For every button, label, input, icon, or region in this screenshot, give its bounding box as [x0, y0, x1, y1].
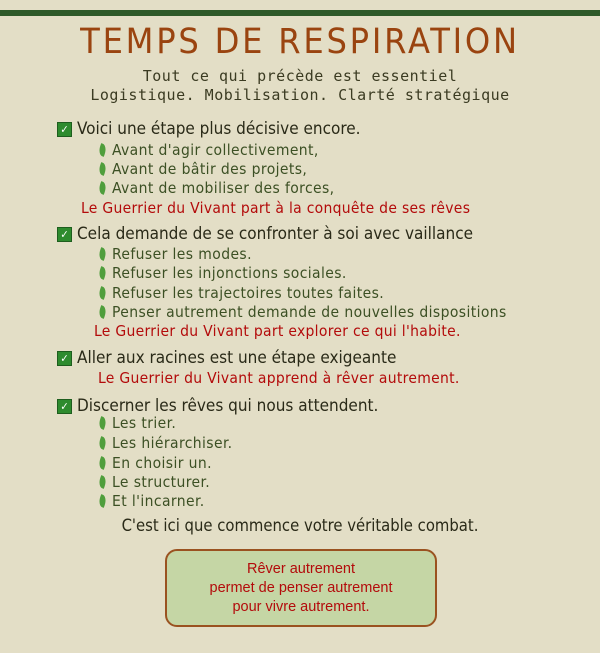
leaf-icon [97, 143, 108, 157]
list-item-text: Les hiérarchiser. [112, 434, 233, 452]
checkbox-icon: ✓ [57, 351, 72, 366]
list-item-text: En choisir un. [112, 454, 212, 472]
leaf-icon [97, 162, 108, 176]
quote-box [165, 549, 437, 627]
section-2-red-line: Le Guerrier du Vivant part explorer ce qui l'habite. [94, 322, 461, 340]
list-item [99, 245, 252, 263]
list-item [99, 434, 233, 452]
quote-line-2: permet de penser autrement [209, 580, 393, 596]
page-title: TEMPS DE RESPIRATION [80, 22, 520, 62]
quote-line-1: Rêver autrement [247, 561, 355, 577]
top-green-line [0, 10, 600, 16]
list-item [99, 414, 176, 432]
checkbox-icon: ✓ [57, 122, 72, 137]
leaf-icon [97, 436, 108, 450]
list-item-text: Avant de bâtir des projets, [112, 160, 308, 178]
list-item-text: Avant de mobiliser des forces, [112, 179, 335, 197]
list-item-text: Avant d'agir collectivement, [112, 141, 319, 159]
list-item [99, 141, 319, 159]
section-4-heading [57, 396, 378, 416]
list-item-text: Les trier. [112, 414, 177, 432]
section-4-heading-text: Discerner les rêves qui nous attendent. [77, 396, 379, 416]
section-2-heading-text: Cela demande de se confronter à soi avec vaillance [77, 224, 474, 244]
leaf-icon [97, 286, 108, 300]
list-item [99, 160, 307, 178]
list-item [99, 179, 335, 197]
section-1-heading [57, 119, 361, 139]
list-item [99, 454, 212, 472]
leaf-icon [97, 494, 108, 508]
leaf-icon [97, 266, 108, 280]
list-item [99, 264, 347, 282]
section-3-heading-text: Aller aux racines est une étape exigeante [77, 348, 397, 368]
list-item-text: Le structurer. [112, 473, 211, 491]
subtitle-2: Logistique. Mobilisation. Clarté stratégique [90, 86, 510, 104]
conclusion-text: C'est ici que commence votre véritable combat. [121, 516, 479, 535]
list-item [99, 303, 507, 321]
leaf-icon [97, 475, 108, 489]
section-3-red-line: Le Guerrier du Vivant apprend à rêver autrement. [98, 369, 460, 387]
section-1-red-line: Le Guerrier du Vivant part à la conquête de ses rêves [81, 199, 471, 217]
quote-line-3: pour vivre autrement. [232, 599, 370, 615]
checkbox-icon: ✓ [57, 399, 72, 414]
subtitle-1: Tout ce qui précède est essentiel [142, 67, 458, 85]
list-item-text: Penser autrement demande de nouvelles dispositions [112, 303, 507, 321]
checkbox-icon: ✓ [57, 227, 72, 242]
list-item-text: Refuser les trajectoires toutes faites. [112, 284, 385, 302]
leaf-icon [97, 416, 108, 430]
leaf-icon [97, 305, 108, 319]
leaf-icon [97, 456, 108, 470]
leaf-icon [97, 247, 108, 261]
top-border [0, 0, 600, 14]
leaf-icon [97, 181, 108, 195]
list-item [99, 473, 210, 491]
list-item [99, 284, 384, 302]
section-1-heading-text: Voici une étape plus décisive encore. [77, 119, 361, 139]
list-item-text: Refuser les injonctions sociales. [112, 264, 347, 282]
section-3-heading [57, 348, 396, 368]
list-item [99, 492, 205, 510]
list-item-text: Et l'incarner. [112, 492, 205, 510]
list-item-text: Refuser les modes. [112, 245, 252, 263]
section-2-heading [57, 224, 473, 244]
